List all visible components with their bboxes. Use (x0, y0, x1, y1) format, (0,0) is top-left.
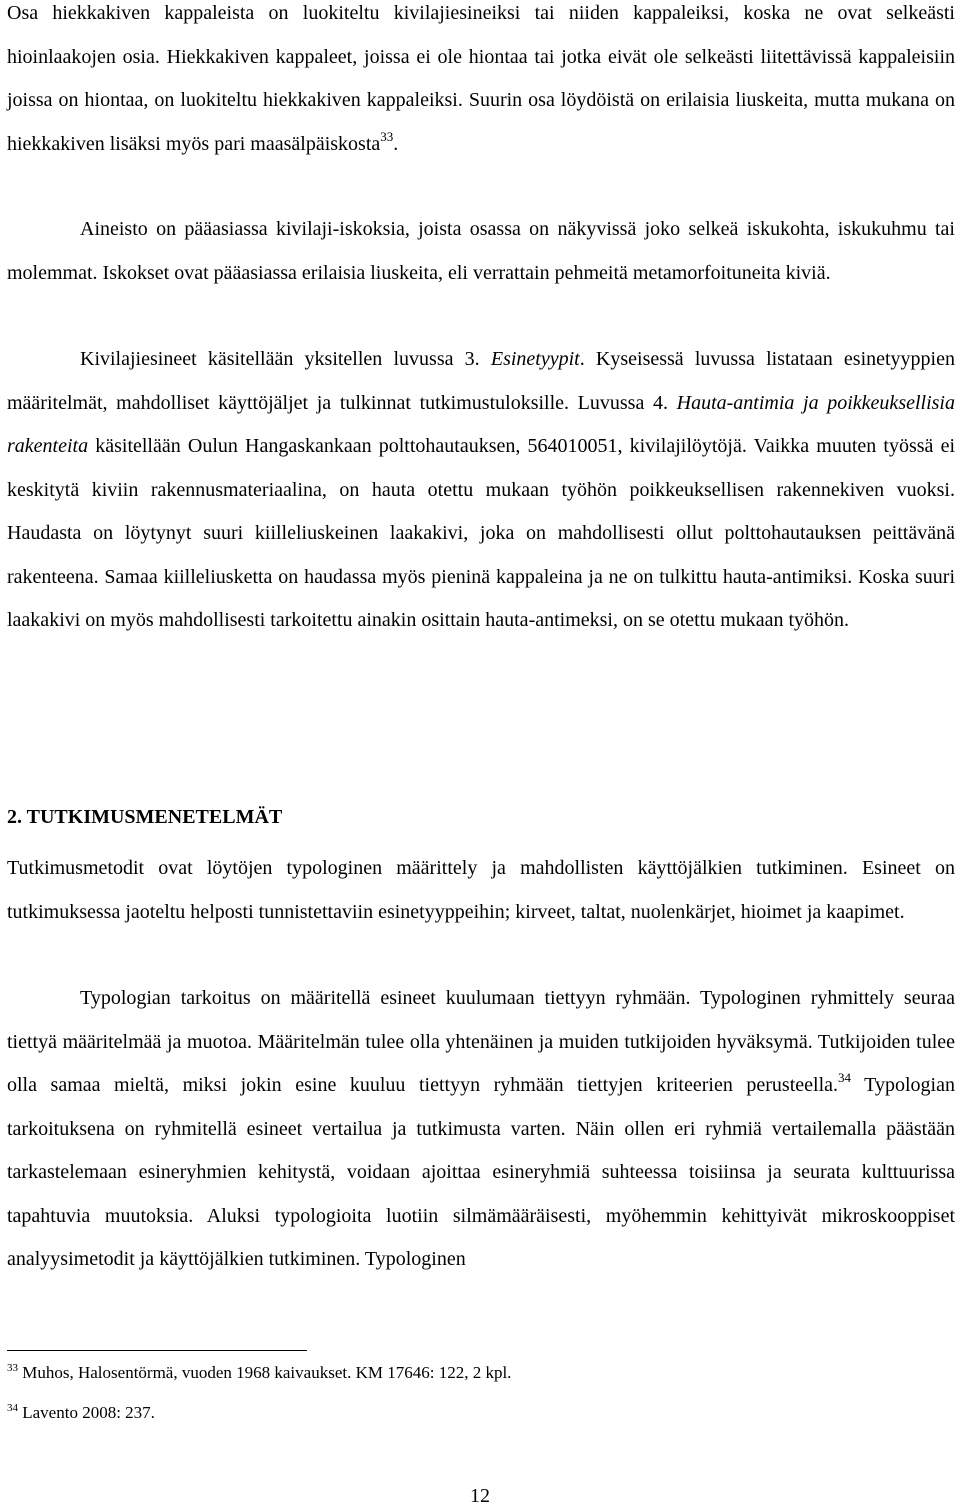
paragraph-4: Tutkimusmetodit ovat löytöjen typologinen määrittely ja mahdollisten käyttöjälkien tutkiminen. Esineet on tutkimuksessa jaoteltu helposti tunnistettaviin esinetyyppeihin; kirveet, taltat, nuolenkärjet, hioimet ja kaapimet. (7, 857, 955, 923)
paragraph-1 (7, 0, 955, 166)
footnote-33 (7, 1362, 511, 1384)
footnote-34 (7, 1402, 155, 1424)
footnote-text: Lavento 2008: 237. (18, 1403, 155, 1422)
paragraph-3-text-c: käsitellään Oulun Hangaskankaan polttohautauksen, 564010051, kivilajilöytöjä. Vaikka muuten työssä ei keskitytä kiviin rakennusmateriaalina, on hauta otettu mukaan työhön poikkeuksellisen rakennekiven vuoksi. Haudasta on löytynyt suuri kiilleliuskeinen laakakivi, joka on mahdollisesti ollut polttohautauksen peittävänä rakenteena. Samaa kiilleliusketta on haudassa myös pieninä kappaleina ja ne on tulkittu hauta-antimiksi. Koska suuri laakakivi on myös mahdollisesti tarkoitettu ainakin osittain hauta-antimeksi, on se otettu mukaan työhön. (7, 435, 955, 631)
paragraph-3-text-b: . Kyseisessä luvussa listataan esinetyyppien määritelmät, mahdolliset käyttöjäljet ja tulkinnat tutkimustuloksille. Luvussa 4. (7, 348, 955, 414)
footnote-ref-34[interactable]: 34 (838, 1070, 851, 1085)
paragraph-2: Aineisto on pääasiassa kivilaji-iskoksia, joista osassa on näkyvissä joko selkeä iskukohta, iskukuhmu tai molemmat. Iskokset ovat pääasiassa erilaisia liuskeita, eli verrattain pehmeitä metamorfoituneita kiviä. (7, 218, 955, 284)
chapter-title-hauta-antimia: Hauta-antimia ja poikkeuksellisia rakenteita (7, 391, 955, 457)
paragraph-3-text-a: Kivilajiesineet käsitellään yksitellen luvussa 3. (80, 348, 491, 370)
footnote-divider (7, 1350, 307, 1351)
paragraph-5-text-b: Typologian tarkoituksena on ryhmitellä esineet vertailua ja tutkimusta varten. Näin ollen eri ryhmiä vertailemalla päästään tarkastelemaan esineryhmien kehitystä, voidaan ajoittaa esineryhmiä suhteessa toisiinsa ja seurata kulttuurissa tapahtuvia muutoksia. Aluksi typologioita luotiin silmämääräisesti, myöhemmin kehittyivät mikroskooppiset analyysimetodit ja käyttöjälkien tutkiminen. Typologinen (7, 1074, 955, 1270)
section-heading: 2. TUTKIMUSMENETELMÄT (7, 806, 283, 828)
footnote-ref-33[interactable]: 33 (380, 128, 394, 144)
paragraph-5 (7, 977, 955, 1282)
paragraph-5-text-a: Typologian tarkoitus on määritellä esineet kuulumaan tiettyyn ryhmään. Typologinen ryhmittely seuraa tiettyä määritelmää ja muotoa. Määritelmän tulee olla yhtenäinen ja muiden tutkijoiden hyväksymä. Tutkijoiden tulee olla samaa mieltä, miksi jokin esine kuuluu tiettyyn ryhmään tiettyjen kriteerien perusteella. (7, 987, 955, 1096)
chapter-title-esinetyypit: Esinetyypit (490, 348, 580, 370)
page-number: 12 (470, 1485, 490, 1507)
paragraph-1-text: Osa hiekkakiven kappaleista on luokiteltu kivilajiesineiksi tai niiden kappaleiksi, koska ne ovat selkeästi hioinlaakojen osia. Hiekkakiven kappaleet, joissa ei ole hiontaa tai jotka eivät ole selkeästi liitettävissä kappaleisiin joissa on hiontaa, on luokiteltu hiekkakiven kappaleiksi. Suurin osa löydöistä on erilaisia liuskeita, mutta mukana on hiekkakiven lisäksi myös pari maasälpäiskosta (7, 2, 955, 155)
paragraph-1-end: . (393, 132, 399, 155)
paragraph-3 (7, 338, 955, 643)
footnote-number: 34 (7, 1402, 18, 1414)
footnote-number: 33 (7, 1362, 18, 1374)
footnote-text: Muhos, Halosentörmä, vuoden 1968 kaivaukset. KM 17646: 122, 2 kpl. (18, 1363, 512, 1382)
